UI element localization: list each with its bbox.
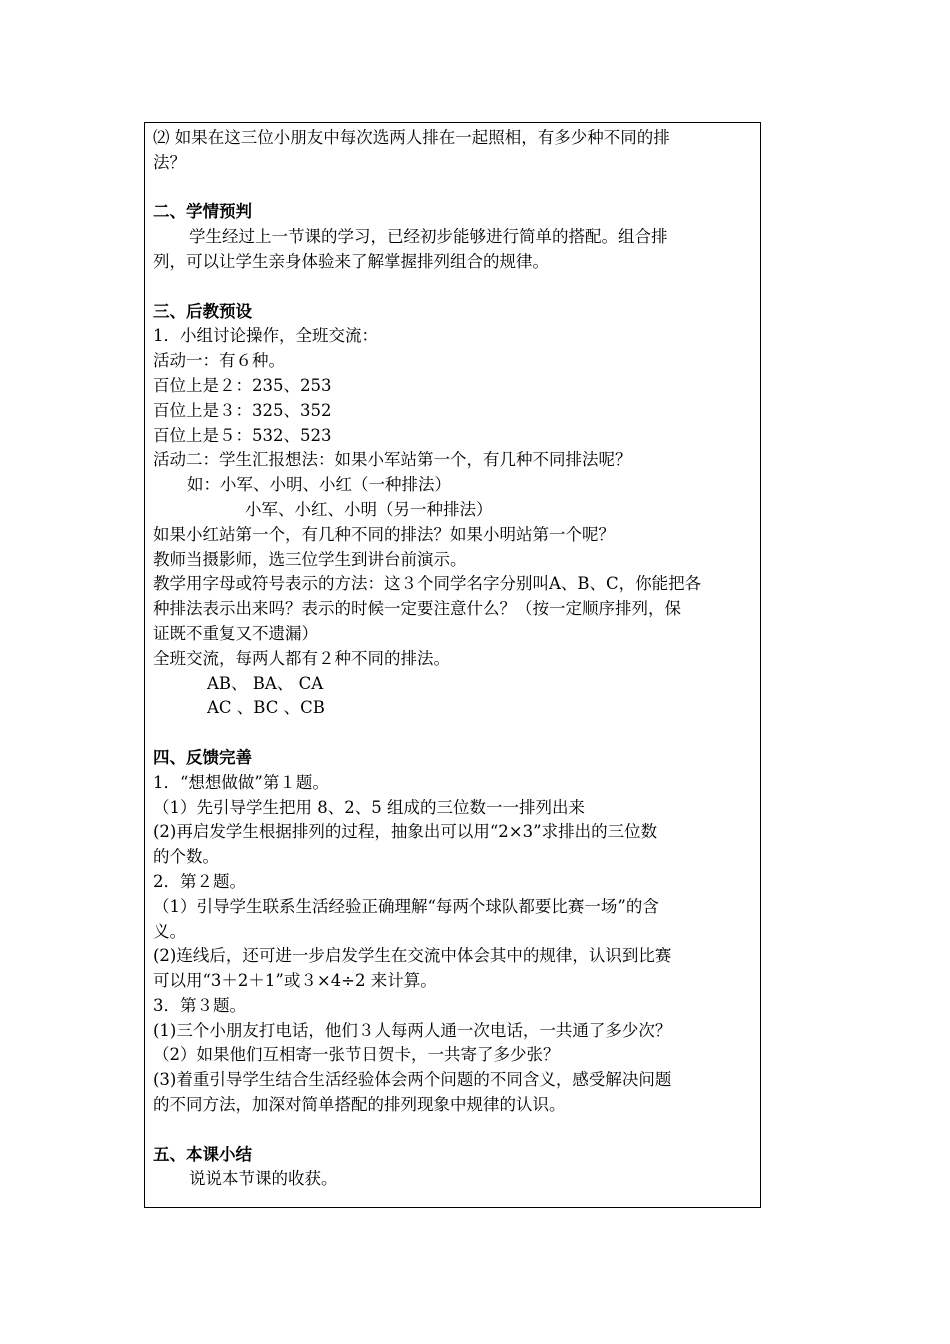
text-line: 如：小军、小明、小红（一种排法） — [187, 475, 451, 495]
text-line: 的个数。 — [153, 847, 219, 867]
blank-line — [153, 176, 753, 201]
text-line: (2)连线后，还可进一步启发学生在交流中体会其中的规律，认识到比赛 — [153, 946, 672, 966]
text-line: ⑵ 如果在这三位小朋友中每次选两人排在一起照相，有多少种不同的排 — [153, 128, 670, 147]
section-heading-teaching-plan: 三、后教预设 — [153, 301, 252, 321]
text-line: 教师当摄影师，选三位学生到讲台前演示。 — [153, 549, 467, 569]
text-line: 活动二：学生汇报想法：如果小军站第一个，有几种不同排法呢？ — [153, 450, 632, 470]
text-line: 百位上是２：235、253 — [153, 375, 332, 395]
text-line: 义。 — [153, 921, 186, 941]
lesson-plan-table-cell — [144, 122, 761, 1208]
text-line: AC 、BC 、CB — [207, 698, 325, 718]
blank-line — [153, 275, 753, 300]
text-line: 种排法表示出来吗？表示的时候一定要注意什么？（按一定顺序排列，保 — [153, 599, 681, 619]
blank-line — [153, 1118, 753, 1143]
text-line: 全班交流，每两人都有２种不同的排法。 — [153, 648, 450, 668]
text-line: AB、 BA、 CA — [207, 673, 324, 693]
text-line: 的不同方法，加深对简单搭配的排列现象中规律的认识。 — [153, 1095, 566, 1115]
text-line: 列，可以让学生亲身体验来了解掌握排列组合的规律。 — [153, 251, 549, 271]
text-line: 法？ — [153, 152, 186, 172]
text-line: 可以用“3＋2＋1”或３×4÷2 来计算。 — [153, 971, 437, 991]
blank-line — [153, 721, 753, 746]
section-heading-summary: 五、本课小结 — [153, 1144, 252, 1164]
text-line: (1)三个小朋友打电话，他们３人每两人通一次电话，一共通了多少次？ — [153, 1020, 672, 1040]
text-line: 1．小组讨论操作，全班交流： — [153, 326, 378, 346]
text-line: 百位上是３：325、352 — [153, 400, 332, 420]
text-line: 证既不重复又不遗漏） — [153, 623, 318, 643]
text-line: (3)着重引导学生结合生活经验体会两个问题的不同含义，感受解决问题 — [153, 1070, 672, 1090]
section-heading-feedback: 四、反馈完善 — [153, 747, 252, 767]
text-line: 活动一：有６种。 — [153, 351, 285, 371]
section-heading-learning-prediction: 二、学情预判 — [153, 202, 252, 222]
lesson-plan-content — [153, 126, 753, 1192]
text-line: （2）如果他们互相寄一张节日贺卡，一共寄了多少张？ — [153, 1045, 560, 1065]
text-line: (2)再启发学生根据排列的过程，抽象出可以用“2×3”求排出的三位数 — [153, 822, 658, 842]
text-line: （1）先引导学生把用 8、2、5 组成的三位数一一排列出来 — [153, 797, 585, 817]
text-line: 小军、小红、小明（另一种排法） — [245, 499, 493, 519]
text-line: 教学用字母或符号表示的方法：这３个同学名字分别叫A、B、C，你能把各 — [153, 574, 702, 594]
text-line: 2．第２题。 — [153, 871, 246, 891]
text-line: 1．“想想做做”第１题。 — [153, 772, 329, 792]
text-line: 如果小红站第一个，有几种不同的排法？如果小明站第一个呢？ — [153, 524, 615, 544]
text-line: 学生经过上一节课的学习，已经初步能够进行简单的搭配。组合排 — [189, 227, 668, 247]
text-line: 3．第３题。 — [153, 995, 246, 1015]
text-line: 说说本节课的收获。 — [189, 1169, 338, 1189]
text-line: 百位上是５：532、523 — [153, 425, 332, 445]
text-line: （1）引导学生联系生活经验正确理解“每两个球队都要比赛一场”的含 — [153, 896, 659, 916]
